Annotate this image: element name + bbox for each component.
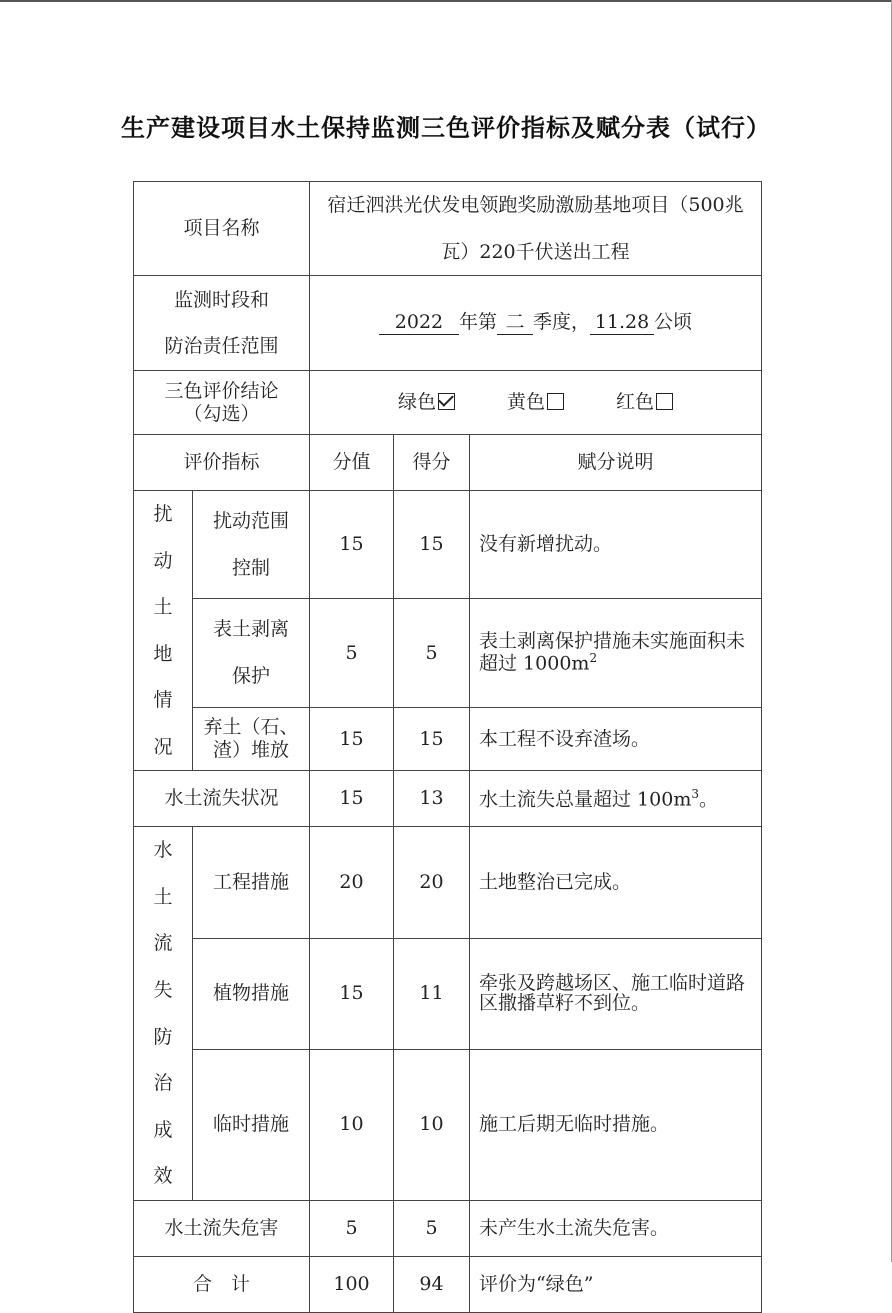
row-score: 15: [394, 707, 470, 771]
row-score: 13: [394, 771, 470, 827]
row-note-text: 表土剥离保护措施未实施面积未超过 1000m: [479, 629, 746, 675]
total-label: 合 计: [134, 1256, 310, 1312]
option-yellow[interactable]: [507, 391, 564, 414]
row-note: 施工后期无临时措施。: [470, 1049, 762, 1200]
row-note: [470, 771, 762, 827]
row-score: 11: [394, 938, 470, 1049]
header-note: 赋分说明: [470, 435, 762, 491]
table-row: [134, 491, 762, 599]
row-name: 表土剥离保护: [193, 599, 310, 707]
table-row: [134, 599, 762, 707]
option-green[interactable]: [398, 391, 455, 414]
row-name: 弃土（石、渣）堆放: [193, 707, 310, 771]
row-name: 扰动范围控制: [193, 491, 310, 599]
header-indicator: 评价指标: [134, 435, 310, 491]
row-note: 土地整治已完成。: [470, 827, 762, 938]
conclusion-label: [134, 371, 310, 435]
checkbox-yellow[interactable]: [547, 393, 564, 410]
group-prevention: 水土流失防治成效: [134, 827, 193, 1200]
row-note: 没有新增扰动。: [470, 491, 762, 599]
row-note-sup: 2: [589, 650, 598, 665]
period-quarter: 二: [497, 311, 533, 335]
row-value: 15: [310, 771, 394, 827]
period-label-line1: 监测时段和: [174, 288, 270, 311]
period-year-text: 年第: [458, 311, 497, 334]
period-unit: 公顷: [654, 311, 693, 334]
top-border: [0, 0, 892, 2]
conclusion-label-line2: （勾选）: [183, 402, 260, 425]
row-value: 5: [310, 1200, 394, 1256]
row-score: 20: [394, 827, 470, 938]
period-area: 11.28: [590, 311, 654, 335]
row-score: 5: [394, 599, 470, 707]
row-name: 工程措施: [193, 827, 310, 938]
row-note-sup: 3: [691, 786, 699, 801]
period-row: [134, 276, 762, 371]
table-row: [134, 1200, 762, 1256]
table-row: [134, 1049, 762, 1200]
total-row: [134, 1256, 762, 1312]
row-score: 5: [394, 1200, 470, 1256]
option-red-label: 红色: [616, 391, 655, 414]
row-score: 15: [394, 491, 470, 599]
period-value: [310, 276, 762, 371]
period-label: [134, 276, 310, 371]
conclusion-options: [310, 371, 762, 435]
table-row: [134, 938, 762, 1049]
checkbox-red[interactable]: [656, 393, 673, 410]
row-value: 20: [310, 827, 394, 938]
conclusion-label-line1: 三色评价结论: [164, 379, 279, 402]
period-quarter-text: 季度，: [533, 311, 591, 334]
row-value: 15: [310, 707, 394, 771]
row-value: 5: [310, 599, 394, 707]
row-score: 10: [394, 1049, 470, 1200]
option-yellow-label: 黄色: [507, 391, 546, 414]
row-name: 临时措施: [193, 1049, 310, 1200]
checkbox-green[interactable]: [438, 393, 455, 410]
period-year: 2022: [379, 311, 459, 335]
row-value: 15: [310, 938, 394, 1049]
row-note-text: 水土流失总量超过 100m: [479, 788, 692, 811]
row-value: 15: [310, 491, 394, 599]
project-label: 项目名称: [134, 182, 310, 276]
header-row: [134, 435, 762, 491]
total-score: 94: [394, 1256, 470, 1312]
row-value: 10: [310, 1049, 394, 1200]
period-label-line2: 防治责任范围: [164, 335, 279, 358]
row-note-tail: 。: [698, 788, 718, 811]
total-value: 100: [310, 1256, 394, 1312]
group-disturb: 扰动土地情况: [134, 491, 193, 771]
row-note: 未产生水土流失危害。: [470, 1200, 762, 1256]
total-note: 评价为“绿色”: [470, 1256, 762, 1312]
project-name: 宿迁泗洪光伏发电领跑奖励激励基地项目（500兆瓦）220千伏送出工程: [310, 182, 762, 276]
row-name: 水土流失状况: [134, 771, 310, 827]
row-note: 牵张及跨越场区、施工临时道路区撒播草籽不到位。: [470, 938, 762, 1049]
row-note: [470, 599, 762, 707]
option-red[interactable]: [616, 391, 673, 414]
evaluation-table: [133, 181, 762, 1313]
project-row: [134, 182, 762, 276]
table-row: [134, 771, 762, 827]
option-green-label: 绿色: [397, 391, 436, 414]
table-row: [134, 827, 762, 938]
document-title: 生产建设项目水土保持监测三色评价指标及赋分表（试行）: [121, 114, 771, 142]
header-value: 分值: [310, 435, 394, 491]
row-note: 本工程不设弃渣场。: [470, 707, 762, 771]
table-row: [134, 707, 762, 771]
header-score: 得分: [394, 435, 470, 491]
row-name: 水土流失危害: [134, 1200, 310, 1256]
conclusion-row: [134, 371, 762, 435]
row-name: 植物措施: [193, 938, 310, 1049]
